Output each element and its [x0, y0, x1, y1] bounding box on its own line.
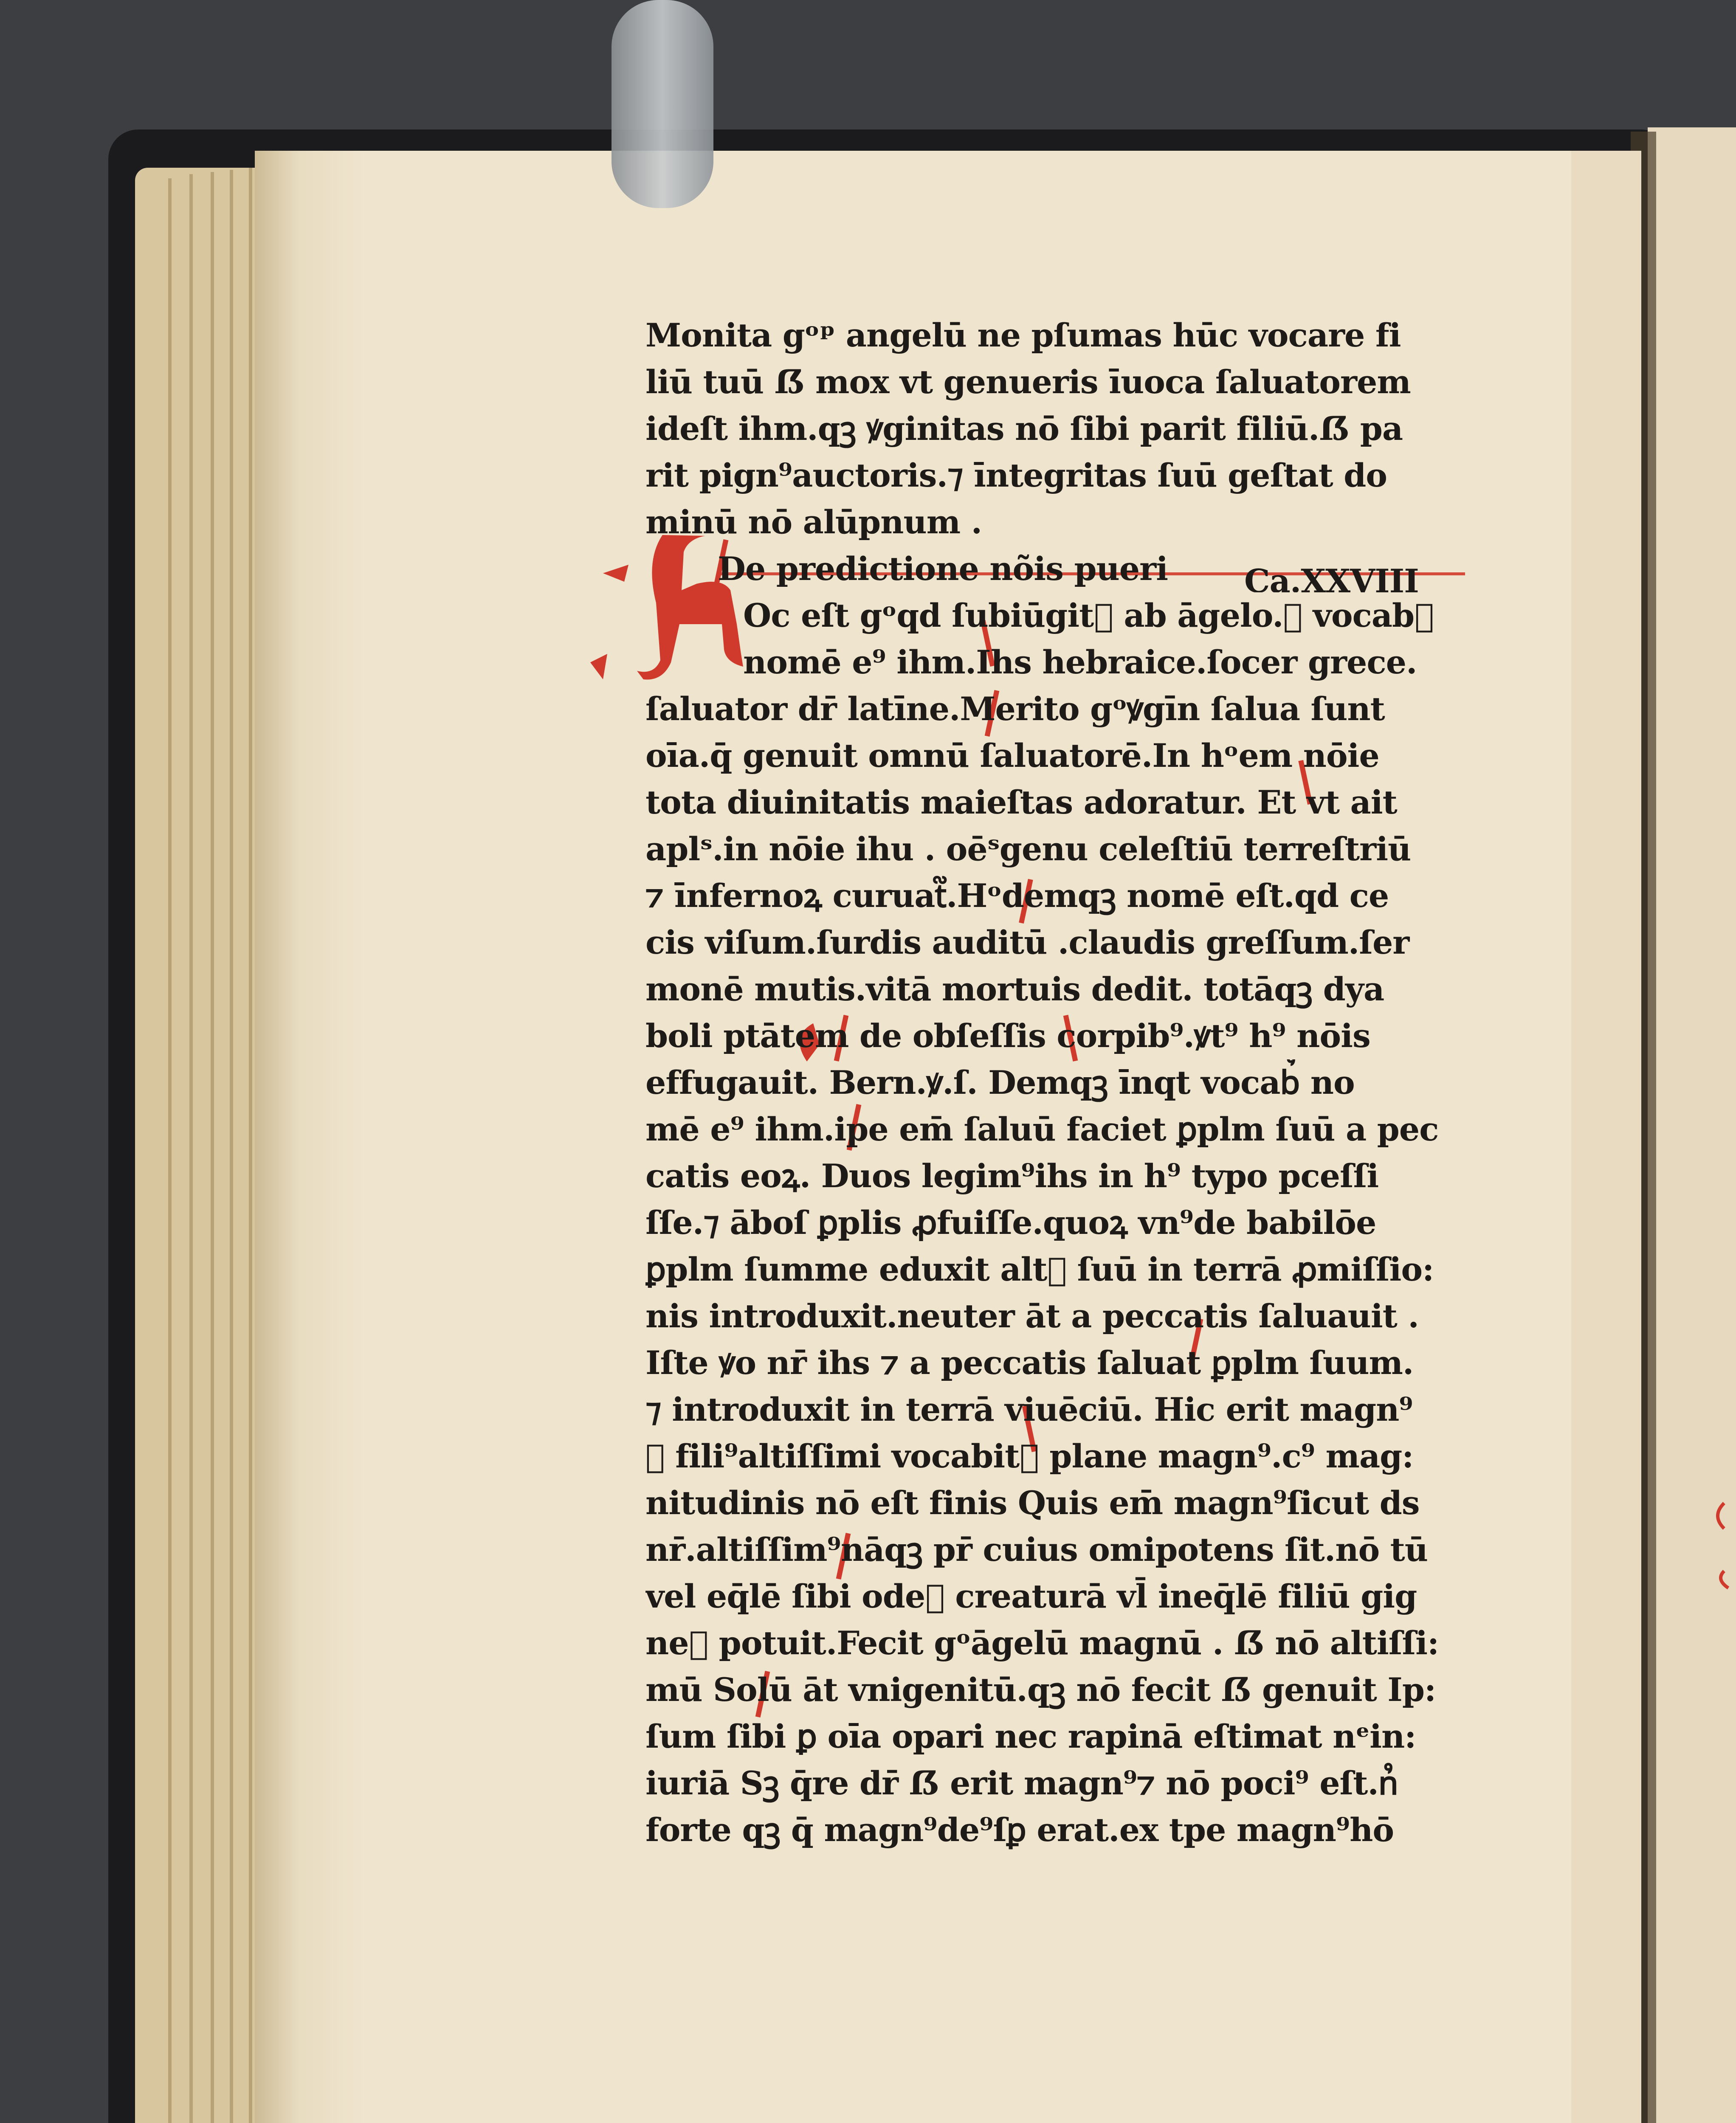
text-line: mū Solū āt vnigenitū.qꝫ nō fecit ẞ genuit Ip:: [645, 1671, 1436, 1709]
text-line: rit pign⁹auctoris.⁊ īntegritas ſuū geſtat do: [645, 456, 1387, 494]
text-line: nitudinis nō eſt finis Quis em̄ magn⁹ſicut ds: [645, 1484, 1420, 1522]
chapter-title: De predictione nõis pueri: [718, 550, 1168, 588]
text-line: Monita gᵒᵖ angelū ne pſumas hūc vocare fi: [645, 316, 1401, 354]
facing-page: [1648, 127, 1736, 2123]
text-line: minū nō alūpnum .: [645, 503, 982, 541]
text-line: liū tuū ẞ mox vt genueris īuoca ſaluatorem: [645, 363, 1411, 401]
text-line: nomē e⁹ ihm.Ihs hebraice.ſocer grece.: [743, 643, 1417, 681]
text-line: ⁊ introduxit in terrā viuēciū. Hic erit magn⁹: [645, 1391, 1413, 1428]
chapter-heading: [645, 546, 1461, 592]
text-line: ſum ſibi ꝑ oīa opari nec rapinā eſtimat nᵉin:: [645, 1718, 1416, 1755]
text-line: monē mutis.vitā mortuis dedit. totāqꝫ dya: [645, 970, 1384, 1008]
text-line: ne᷒ potuit.Fecit gᵒāgelū magnū . ẞ nō altiſſi:: [645, 1624, 1439, 1662]
text-line: ⁊ fili⁹altiſſimi vocabit᷑ plane magn⁹.c⁹ mag:: [645, 1437, 1414, 1475]
text-line: oīa.q̄ genuit omnū ſaluatorē.In hᵒem nōie: [645, 737, 1379, 774]
text-line: forte qꝫ q̄ magn⁹de⁹ſꝑ erat.ex tpe magn⁹hō: [645, 1811, 1394, 1849]
text-line: tota diuinitatis maieſtas adoratur. Et vt ait: [645, 783, 1397, 821]
text-line: catis eoꝝ. Duos legim⁹ihs in h⁹ typo pceſſi: [645, 1157, 1379, 1195]
text-line: cis viſum.ſurdis auditū .claudis greſſum.ſer: [645, 924, 1409, 961]
top-clip: [612, 0, 713, 208]
page-gutter-shade: [255, 151, 365, 2123]
text-line: aplˢ.in nōie ihu . oēˢgenu celeſtiū terreſtriū: [645, 830, 1411, 868]
text-line: ſſe.⁊ āboſ ꝑplis ꝓfuiſſe.quoꝝ vn⁹de babilōe: [645, 1204, 1376, 1242]
text-line: iuriā Sꝫ q̄re dr̄ ẞ erit magn⁹⁊ nō poci⁹ eſt.n᷒: [645, 1764, 1398, 1802]
text-line: Iſte ꝟo nr̄ ihs ⁊ a peccatis ſaluat ꝑplm ſuum.: [645, 1344, 1414, 1382]
text-line: ⁊ īnfernoꝝ curuat᷑.Hᵒdemqꝫ nomē eſt.qd ce: [645, 877, 1389, 915]
page-text-block: [645, 312, 1461, 1853]
text-line: ꝑplm ſumme eduxit alt᷒ ſuū in terrā ꝓmiſſio:: [645, 1250, 1434, 1288]
page-right-shade: [1571, 151, 1641, 2123]
text-line: ideſt ihm.qꝫ ꝟginitas nō ſibi parit filiū.ẞ pa: [645, 410, 1403, 448]
text-line: ſaluator dr̄ latīne.Merito gᵒꝟgīn ſalua ſunt: [645, 690, 1385, 728]
text-line: effugauit. Bern.ꝟ.ſ. Demqꝫ īnqt vocab᷒ no: [645, 1064, 1355, 1101]
text-line: nis introduxit.neuter āt a peccatis ſaluauit .: [645, 1297, 1419, 1335]
text-line: boli ptātem de obſeſſis corpib⁹.ꝟt⁹ h⁹ nōis: [645, 1017, 1370, 1055]
chapter-number: Ca.XXVIII: [1244, 562, 1419, 592]
text-line: Oc eſt gᵒqd ſubiūgit᷑ ab āgelo.⁊ vocab᷒: [743, 597, 1434, 634]
text-line: nr̄.altiſſim⁹nāqꝫ pr̄ cuius omipotens ſit.nō tū: [645, 1531, 1428, 1568]
text-line: mē e⁹ ihm.ipe em̄ ſaluū faciet ꝑplm ſuū a pec: [645, 1110, 1439, 1148]
text-line: vel eq̄lē ſibi ode᷒ creaturā vl̄ ineq̄lē filiū gig: [645, 1577, 1417, 1615]
